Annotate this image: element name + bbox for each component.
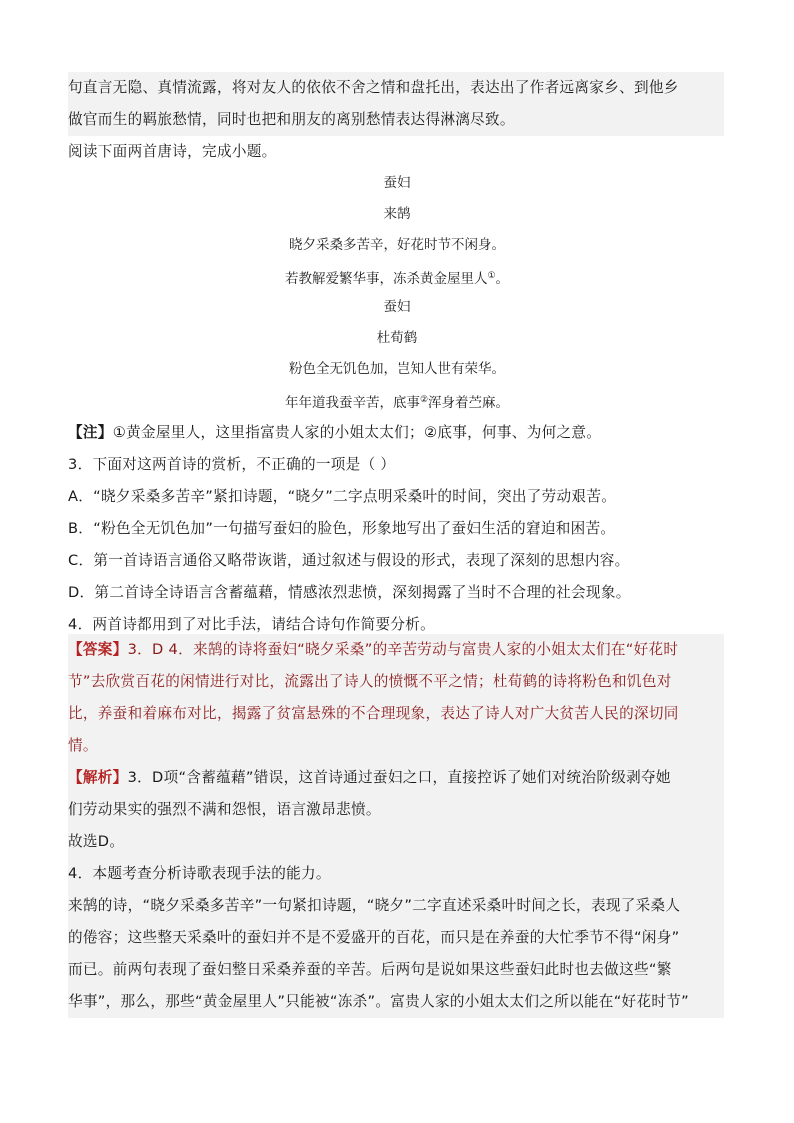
poem-line-text: 若教解爱繁华事，冻杀黄金屋里人 (284, 271, 488, 287)
poem-line: 晓夕采桑多苦辛，好花时节不闲身。 (289, 237, 505, 253)
poem-1 (0, 168, 794, 295)
analysis-line: 的倦容；这些整天采桑叶的蚕妇并不是不爱盛开的百花，而只是在养蚕的大忙季节不得“闲身” (68, 929, 680, 946)
option-b: B．“粉色全无饥色加”一句描写蚕妇的脸色，形象地写出了蚕妇生活的窘迫和困苦。 (68, 520, 616, 537)
analysis-conclusion: 故选D。 (68, 833, 125, 850)
answer-tag: 【答案】 (68, 641, 128, 658)
note (68, 417, 724, 449)
option-d: D．第二首诗全诗语言含蓄蕴藉，情感浓烈悲愤，深刻揭露了当时不合理的社会现象。 (68, 584, 631, 601)
answer-line: 节”去欣赏百花的闲情进行对比，流露出了诗人的愤慨不平之情；杜荀鹤的诗将粉色和饥色对 (68, 673, 672, 690)
analysis-line (68, 762, 724, 794)
poem-title: 蚕妇 (383, 175, 411, 191)
answer-analysis-section (68, 634, 724, 1018)
analysis-line: 来鹄的诗，“晓夕采桑多苦辛”一句紧扣诗题，“晓夕”二字直述采桑叶时间之长，表现了采桑人 (68, 897, 681, 914)
text-line: 句直言无隐、真情流露，将对友人的依依不舍之情和盘托出，表达出了作者远离家乡、到他乡 (68, 79, 679, 96)
poem-line-text: 年年道我蚕辛苦，底事 (284, 395, 420, 411)
question-4-stem: 4．两首诗都用到了对比手法，请结合诗句作简要分析。 (68, 616, 436, 633)
poem-title: 蚕妇 (383, 299, 411, 315)
note-text: ①黄金屋里人，这里指富贵人家的小姐太太们；②底事，何事、为何之意。 (112, 424, 602, 441)
answer-line: 比，养蚕和着麻布对比，揭露了贫富悬殊的不合理现象，表达了诗人对广大贫苦人民的深切同 (68, 705, 679, 722)
footnote-marker: ① (487, 271, 496, 281)
answer-text: 3．D 4．来鹄的诗将蚕妇“晓夕采桑”的辛苦劳动与富贵人家的小姐太太们在“好花时 (127, 641, 679, 658)
question-3-stem: 3．下面对这两首诗的赏析，不正确的一项是（ ） (68, 456, 396, 473)
note-tag: 【注】 (68, 424, 113, 441)
footnote-marker: ② (419, 395, 429, 405)
poem-2 (0, 292, 794, 419)
poem-line (0, 261, 794, 295)
answer-line: 情。 (68, 737, 98, 754)
text-line: 做官而生的羁旅愁情，同时也把和朋友的离别愁情表达得淋漓尽致。 (68, 111, 515, 128)
reading-instruction (68, 136, 724, 168)
option-c: C．第一首诗语言通俗又略带诙谐，通过叙述与假设的形式，表现了深刻的思想内容。 (68, 552, 630, 569)
analysis-q4-intro: 4．本题考查分析诗歌表现手法的能力。 (68, 865, 331, 882)
poem-line (0, 385, 794, 419)
analysis-text: 3．D项“含蓄蕴藉”错误，这首诗通过蚕妇之口，直接控诉了她们对统治阶级剥夺她 (127, 769, 671, 786)
option-a: A．“晓夕采桑多苦辛”紧扣诗题，“晓夕”二字点明采桑叶的时间，突出了劳动艰苦。 (68, 488, 617, 505)
analysis-tag: 【解析】 (68, 769, 128, 786)
poem-author: 来鹄 (383, 206, 411, 222)
poem-line-end: 。 (495, 271, 510, 287)
answer-line (68, 634, 724, 666)
questions-section (68, 417, 724, 641)
instruction-text: 阅读下面两首唐诗，完成小题。 (68, 143, 277, 160)
poem-line: 粉色全无饥色加，岂知人世有荣华。 (289, 361, 505, 377)
poem-author: 杜荀鹤 (376, 330, 418, 346)
analysis-line: 们劳动果实的强烈不满和怨恨，语言激昂悲愤。 (68, 801, 381, 818)
analysis-line: 华事”，那么，那些“黄金屋里人”只能被“冻杀”。富贵人家的小姐太太们之所以能在“好花时节” (68, 993, 689, 1010)
poem-line-text: 浑身着苎麻。 (428, 395, 510, 411)
analysis-line: 而已。前两句表现了蚕妇整日采桑养蚕的辛苦。后两句是说如果这些蚕妇此时也去做这些“繁 (68, 961, 672, 978)
answer-continuation (68, 72, 724, 136)
